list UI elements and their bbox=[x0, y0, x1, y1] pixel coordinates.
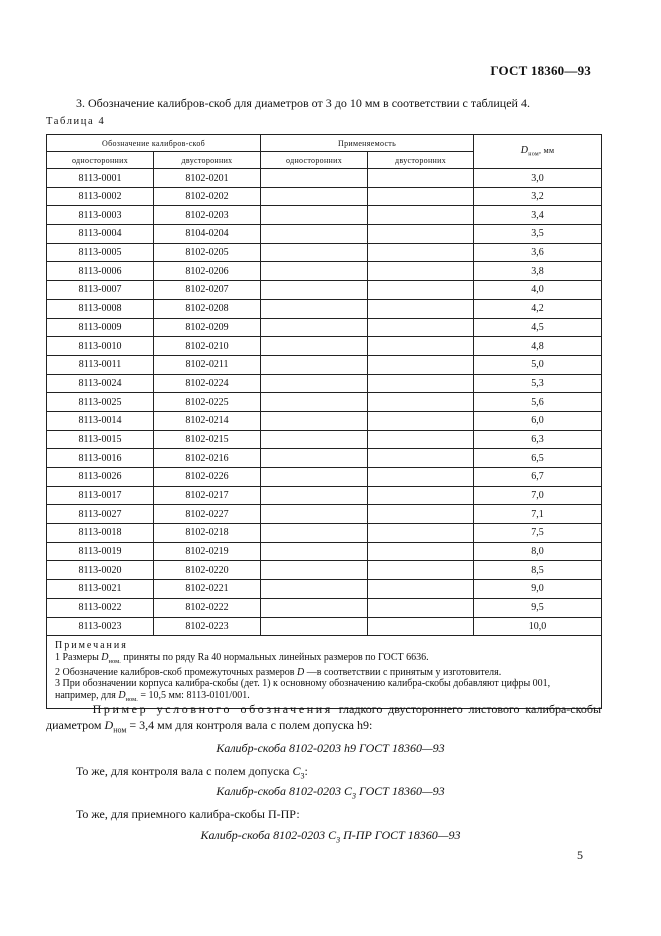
cell-dnom: 3,2 bbox=[474, 187, 602, 206]
cell-dnom: 7,0 bbox=[474, 486, 602, 505]
designation-table bbox=[46, 134, 602, 709]
table-row bbox=[47, 169, 602, 188]
table-row bbox=[47, 486, 602, 505]
cell-one-sided: 8113-0014 bbox=[47, 411, 154, 430]
cell-dnom: 7,5 bbox=[474, 524, 602, 543]
cell-app-one-sided bbox=[261, 580, 368, 599]
cell-app-two-sided bbox=[368, 598, 474, 617]
cell-app-two-sided bbox=[368, 542, 474, 561]
example-paragraph: Пример условного обозначения гладкого двустороннего листового калибра-скобы диаметром $D_{ном} = 3,4$ мм для контроля вала с полем допуска h9: bbox=[46, 702, 602, 734]
table-caption: Таблица 4 bbox=[46, 116, 106, 127]
cell-app-one-sided bbox=[261, 206, 368, 225]
cell-one-sided: 8113-0015 bbox=[47, 430, 154, 449]
table-row bbox=[47, 598, 602, 617]
cell-app-one-sided bbox=[261, 542, 368, 561]
cell-one-sided: 8113-0006 bbox=[47, 262, 154, 281]
cell-app-one-sided bbox=[261, 225, 368, 244]
cell-app-two-sided bbox=[368, 561, 474, 580]
cell-two-sided: 8102-0205 bbox=[154, 243, 261, 262]
cell-app-two-sided bbox=[368, 262, 474, 281]
cell-dnom: 3,5 bbox=[474, 225, 602, 244]
table-row bbox=[47, 449, 602, 468]
cell-dnom: 4,0 bbox=[474, 281, 602, 300]
table-row bbox=[47, 430, 602, 449]
table-row bbox=[47, 617, 602, 636]
cell-app-two-sided bbox=[368, 505, 474, 524]
cell-two-sided: 8102-0225 bbox=[154, 393, 261, 412]
cell-app-one-sided bbox=[261, 617, 368, 636]
cell-app-two-sided bbox=[368, 617, 474, 636]
dnom-unit: , мм bbox=[539, 146, 555, 156]
cell-dnom: 6,3 bbox=[474, 430, 602, 449]
example-line-3: То же, для приемного калибра-скобы П-ПР: bbox=[76, 807, 300, 821]
cell-app-one-sided bbox=[261, 411, 368, 430]
cell-app-two-sided bbox=[368, 281, 474, 300]
example-line-2: То же, для контроля вала с полем допуска $C_3$: bbox=[76, 764, 308, 781]
table-row bbox=[47, 411, 602, 430]
cell-app-one-sided bbox=[261, 299, 368, 318]
cell-two-sided: 8102-0215 bbox=[154, 430, 261, 449]
header-two-sided: двусторонних bbox=[154, 152, 261, 169]
cell-app-one-sided bbox=[261, 393, 368, 412]
table-row bbox=[47, 580, 602, 599]
table-row bbox=[47, 262, 602, 281]
cell-one-sided: 8113-0019 bbox=[47, 542, 154, 561]
cell-two-sided: 8102-0222 bbox=[154, 598, 261, 617]
cell-app-two-sided bbox=[368, 243, 474, 262]
cell-two-sided: 8102-0217 bbox=[154, 486, 261, 505]
cell-two-sided: 8102-0210 bbox=[154, 337, 261, 356]
header-applicability-group: Применяемость bbox=[261, 135, 474, 152]
example-lead: Пример условного обозначения bbox=[92, 702, 333, 716]
cell-app-one-sided bbox=[261, 281, 368, 300]
cell-dnom: 3,0 bbox=[474, 169, 602, 188]
table-body bbox=[47, 169, 602, 636]
cell-dnom: 3,4 bbox=[474, 206, 602, 225]
header-one-sided: односторонних bbox=[47, 152, 154, 169]
notes-title: Примечания bbox=[55, 640, 128, 652]
table-row bbox=[47, 561, 602, 580]
cell-dnom: 6,0 bbox=[474, 411, 602, 430]
cell-two-sided: 8102-0223 bbox=[154, 617, 261, 636]
cell-dnom: 10,0 bbox=[474, 617, 602, 636]
table-row bbox=[47, 524, 602, 543]
cell-one-sided: 8113-0023 bbox=[47, 617, 154, 636]
cell-dnom: 9,0 bbox=[474, 580, 602, 599]
cell-two-sided: 8102-0221 bbox=[154, 580, 261, 599]
intro-paragraph: 3. Обозначение калибров-скоб для диаметров от 3 до 10 мм в соответствии с таблицей 4. bbox=[76, 96, 530, 110]
cell-app-two-sided bbox=[368, 318, 474, 337]
cell-two-sided: 8102-0206 bbox=[154, 262, 261, 281]
note-2: 2 Обозначение калибров-скоб промежуточных размеров D —в соответствии с принятым у изготовителя. bbox=[55, 667, 502, 678]
table-row bbox=[47, 206, 602, 225]
cell-one-sided: 8113-0004 bbox=[47, 225, 154, 244]
cell-app-one-sided bbox=[261, 505, 368, 524]
cell-one-sided: 8113-0003 bbox=[47, 206, 154, 225]
cell-app-one-sided bbox=[261, 468, 368, 487]
cell-app-two-sided bbox=[368, 299, 474, 318]
cell-one-sided: 8113-0016 bbox=[47, 449, 154, 468]
cell-app-two-sided bbox=[368, 374, 474, 393]
table-row bbox=[47, 393, 602, 412]
cell-dnom: 5,3 bbox=[474, 374, 602, 393]
cell-two-sided: 8102-0208 bbox=[154, 299, 261, 318]
cell-one-sided: 8113-0022 bbox=[47, 598, 154, 617]
cell-dnom: 4,5 bbox=[474, 318, 602, 337]
cell-app-two-sided bbox=[368, 169, 474, 188]
cell-two-sided: 8102-0203 bbox=[154, 206, 261, 225]
table-row bbox=[47, 281, 602, 300]
cell-two-sided: 8102-0211 bbox=[154, 355, 261, 374]
cell-app-one-sided bbox=[261, 187, 368, 206]
cell-dnom: 4,2 bbox=[474, 299, 602, 318]
cell-app-two-sided bbox=[368, 225, 474, 244]
cell-dnom: 4,8 bbox=[474, 337, 602, 356]
cell-dnom: 8,5 bbox=[474, 561, 602, 580]
dnom-subscript: ном bbox=[528, 151, 540, 158]
cell-dnom: 7,1 bbox=[474, 505, 602, 524]
cell-one-sided: 8113-0017 bbox=[47, 486, 154, 505]
cell-app-one-sided bbox=[261, 318, 368, 337]
note-3: 3 При обозначении корпуса калибра-скобы (дет. 1) к основному обозначению калибра-скобы добавляют цифры 001, например, для $D_{ном.} = 10,5$ мм: 8113-0101/001. bbox=[55, 678, 551, 703]
cell-dnom: 3,6 bbox=[474, 243, 602, 262]
header-designation-group: Обозначение калибров-скоб bbox=[47, 135, 261, 152]
cell-one-sided: 8113-0011 bbox=[47, 355, 154, 374]
cell-app-one-sided bbox=[261, 355, 368, 374]
cell-app-one-sided bbox=[261, 374, 368, 393]
cell-app-two-sided bbox=[368, 430, 474, 449]
header-dnom bbox=[474, 135, 602, 169]
cell-one-sided: 8113-0010 bbox=[47, 337, 154, 356]
cell-two-sided: 8102-0202 bbox=[154, 187, 261, 206]
cell-two-sided: 8102-0207 bbox=[154, 281, 261, 300]
table-row bbox=[47, 374, 602, 393]
cell-app-one-sided bbox=[261, 337, 368, 356]
cell-two-sided: 8104-0204 bbox=[154, 225, 261, 244]
cell-two-sided: 8102-0209 bbox=[154, 318, 261, 337]
cell-two-sided: 8102-0214 bbox=[154, 411, 261, 430]
cell-one-sided: 8113-0020 bbox=[47, 561, 154, 580]
cell-dnom: 6,5 bbox=[474, 449, 602, 468]
table-row bbox=[47, 318, 602, 337]
notes-cell bbox=[47, 636, 602, 709]
cell-two-sided: 8102-0218 bbox=[154, 524, 261, 543]
cell-two-sided: 8102-0224 bbox=[154, 374, 261, 393]
cell-app-one-sided bbox=[261, 524, 368, 543]
cell-app-two-sided bbox=[368, 187, 474, 206]
cell-one-sided: 8113-0002 bbox=[47, 187, 154, 206]
document-header: ГОСТ 18360—93 bbox=[490, 63, 591, 78]
cell-app-one-sided bbox=[261, 243, 368, 262]
cell-app-one-sided bbox=[261, 561, 368, 580]
cell-dnom: 3,8 bbox=[474, 262, 602, 281]
cell-app-two-sided bbox=[368, 337, 474, 356]
cell-two-sided: 8102-0201 bbox=[154, 169, 261, 188]
cell-app-one-sided bbox=[261, 430, 368, 449]
note-1: 1 Размеры $D_{ном.}$ приняты по ряду Ra 40 нормальных линейных размеров по ГОСТ 6636. bbox=[55, 651, 429, 665]
cell-one-sided: 8113-0001 bbox=[47, 169, 154, 188]
table-row bbox=[47, 505, 602, 524]
table-row bbox=[47, 187, 602, 206]
cell-dnom: 9,5 bbox=[474, 598, 602, 617]
cell-app-one-sided bbox=[261, 598, 368, 617]
table-row bbox=[47, 299, 602, 318]
header-app-one-sided: односторонних bbox=[261, 152, 368, 169]
page-number: 5 bbox=[577, 848, 583, 862]
cell-app-two-sided bbox=[368, 486, 474, 505]
cell-app-one-sided bbox=[261, 169, 368, 188]
table-row bbox=[47, 243, 602, 262]
cell-app-two-sided bbox=[368, 393, 474, 412]
designation-formula-1: Калибр-скоба 8102-0203 h9 ГОСТ 18360—93 bbox=[216, 741, 445, 755]
cell-one-sided: 8113-0018 bbox=[47, 524, 154, 543]
cell-app-one-sided bbox=[261, 262, 368, 281]
cell-one-sided: 8113-0005 bbox=[47, 243, 154, 262]
cell-app-two-sided bbox=[368, 206, 474, 225]
cell-app-one-sided bbox=[261, 449, 368, 468]
cell-dnom: 8,0 bbox=[474, 542, 602, 561]
cell-app-two-sided bbox=[368, 468, 474, 487]
cell-two-sided: 8102-0226 bbox=[154, 468, 261, 487]
cell-app-two-sided bbox=[368, 411, 474, 430]
dnom-symbol: D bbox=[520, 145, 529, 157]
cell-dnom: 5,6 bbox=[474, 393, 602, 412]
cell-one-sided: 8113-0007 bbox=[47, 281, 154, 300]
cell-one-sided: 8113-0026 bbox=[47, 468, 154, 487]
table-row bbox=[47, 355, 602, 374]
cell-one-sided: 8113-0027 bbox=[47, 505, 154, 524]
cell-app-one-sided bbox=[261, 486, 368, 505]
cell-one-sided: 8113-0009 bbox=[47, 318, 154, 337]
cell-one-sided: 8113-0008 bbox=[47, 299, 154, 318]
table-row bbox=[47, 225, 602, 244]
table-row bbox=[47, 468, 602, 487]
table-row bbox=[47, 542, 602, 561]
cell-dnom: 5,0 bbox=[474, 355, 602, 374]
header-app-two-sided: двусторонних bbox=[368, 152, 474, 169]
designation-formula-2: Калибр-скоба 8102-0203 $C_3$ ГОСТ 18360—93 bbox=[216, 784, 445, 801]
cell-two-sided: 8102-0216 bbox=[154, 449, 261, 468]
cell-one-sided: 8113-0024 bbox=[47, 374, 154, 393]
cell-two-sided: 8102-0220 bbox=[154, 561, 261, 580]
designation-formula-3: Калибр-скоба 8102-0203 $C_3$ П-ПР ГОСТ 18360—93 bbox=[200, 828, 461, 845]
cell-two-sided: 8102-0219 bbox=[154, 542, 261, 561]
cell-two-sided: 8102-0227 bbox=[154, 505, 261, 524]
cell-one-sided: 8113-0021 bbox=[47, 580, 154, 599]
table-row bbox=[47, 337, 602, 356]
cell-app-two-sided bbox=[368, 449, 474, 468]
cell-app-two-sided bbox=[368, 580, 474, 599]
cell-app-two-sided bbox=[368, 524, 474, 543]
cell-dnom: 6,7 bbox=[474, 468, 602, 487]
cell-one-sided: 8113-0025 bbox=[47, 393, 154, 412]
cell-app-two-sided bbox=[368, 355, 474, 374]
